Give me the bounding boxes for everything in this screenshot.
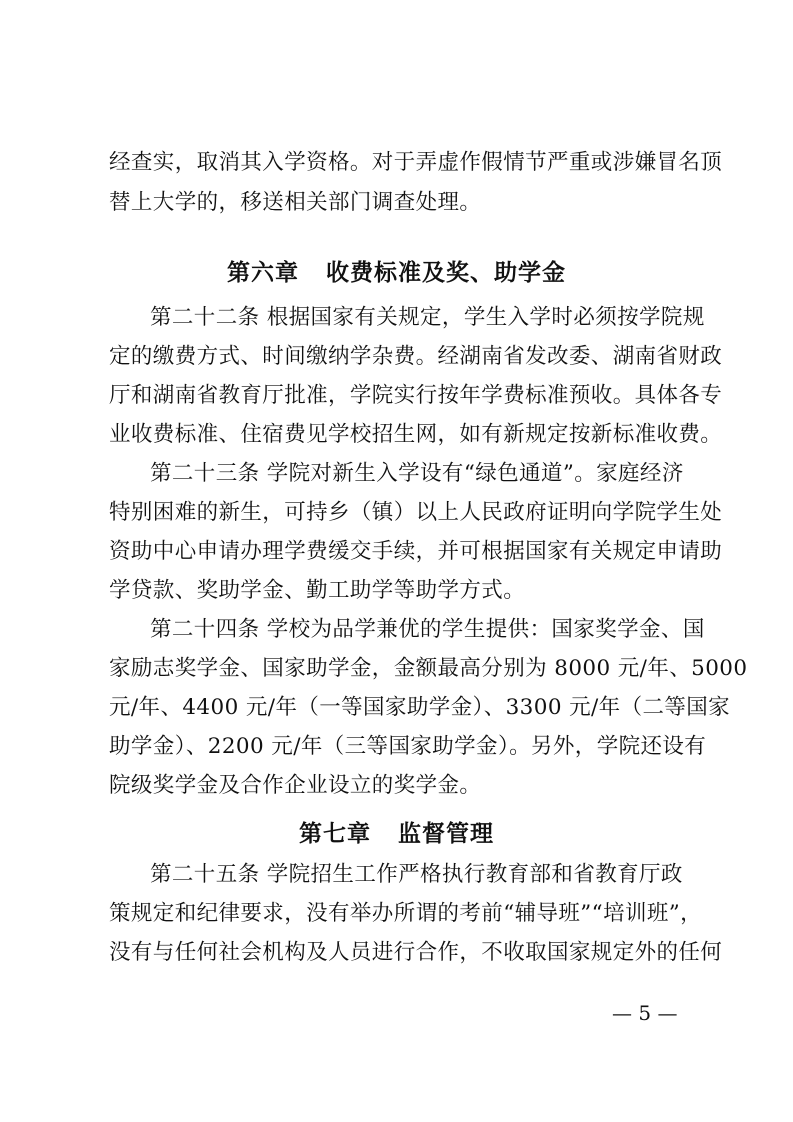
paragraph-line: 替上大学的，移送相关部门调查处理。 [109, 190, 482, 215]
article-line: 学贷款、奖助学金、勤工助学等助学方式。 [109, 578, 526, 603]
chapter-heading: 第七章 监督管理 [298, 820, 495, 847]
page-number: — 5 — [612, 1001, 678, 1025]
article-line: 资助中心申请办理学费缓交手续，并可根据国家有关规定申请助 [109, 539, 723, 564]
article-line: 策规定和纪律要求，没有举办所谓的考前“辅导班”“培训班”， [109, 901, 703, 926]
article-line: 定的缴费方式、时间缴纳学杂费。经湖南省发改委、湖南省财政 [109, 344, 723, 369]
article-line: 厅和湖南省教育厅批准，学院实行按年学费标准预收。具体各专 [109, 383, 723, 408]
article-line: 家励志奖学金、国家助学金，金额最高分别为 8000 元/年、5000 [109, 656, 748, 681]
article-line: 第二十三条 学院对新生入学设有“绿色通道”。家庭经济 [150, 461, 684, 486]
article-line: 没有与任何社会机构及人员进行合作，不收取国家规定外的任何 [109, 940, 723, 965]
article-line: 第二十四条 学校为品学兼优的学生提供：国家奖学金、国 [150, 617, 705, 642]
article-line: 第二十五条 学院招生工作严格执行教育部和省教育厅政 [150, 862, 683, 887]
article-line: 业收费标准、住宿费见学校招生网，如有新规定按新标准收费。 [109, 422, 723, 447]
article-line: 助学金）、2200 元/年（三等国家助学金）。另外，学院还设有 [109, 734, 707, 759]
article-line: 第二十二条 根据国家有关规定，学生入学时必须按学院规 [150, 305, 705, 330]
chapter-heading: 第六章 收费标准及奖、助学金 [226, 259, 567, 286]
article-line: 院级奖学金及合作企业设立的奖学金。 [109, 773, 482, 798]
article-line: 特别困难的新生，可持乡（镇）以上人民政府证明向学院学生处 [109, 500, 723, 525]
article-line: 元/年、4400 元/年（一等国家助学金）、3300 元/年（二等国家 [109, 695, 731, 720]
paragraph-line: 经查实，取消其入学资格。对于弄虚作假情节严重或涉嫌冒名顶 [109, 150, 723, 175]
